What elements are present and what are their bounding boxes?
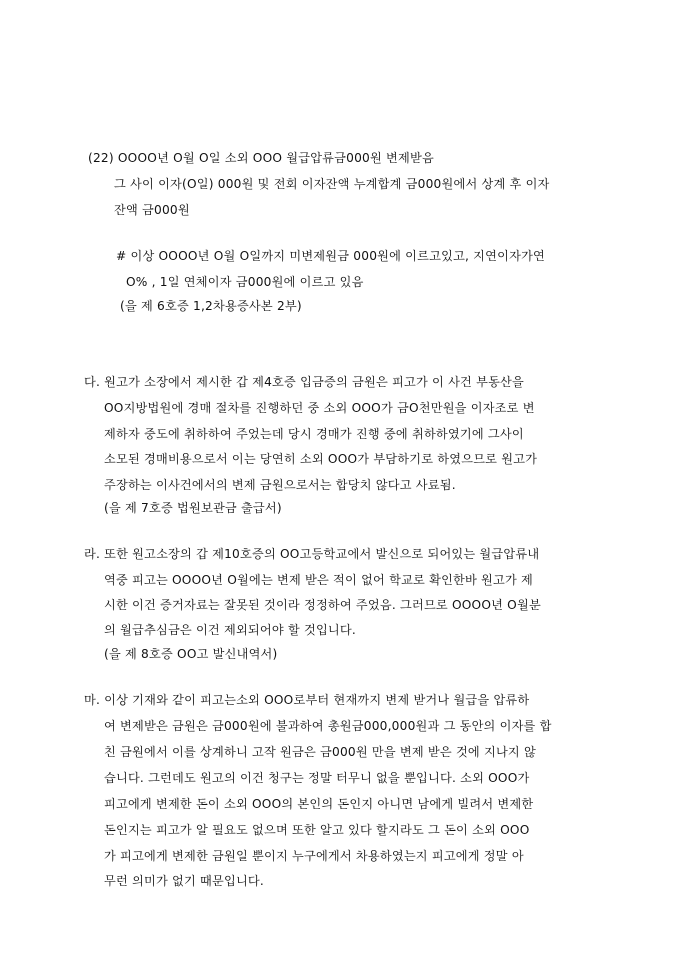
item-22-line-3: 잔액 금000원 xyxy=(114,203,190,217)
section-da-line-3: 제하자 중도에 취하하여 주었는데 당시 경매가 진행 중에 취하하였기에 그사이 xyxy=(104,427,524,441)
section-ra-line-1: 라. 또한 원고소장의 갑 제10호증의 OO고등학교에서 발신으로 되어있는 월급압류내 xyxy=(84,547,540,561)
section-da-line-1: 다. 원고가 소장에서 제시한 갑 제4호증 입금증의 금원은 피고가 이 사건 부동산을 xyxy=(84,375,524,389)
item-22-line-1: (22) OOOO년 O월 O일 소외 OOO 월급압류금000원 변제받음 xyxy=(88,151,434,165)
item-22-line-2: 그 사이 이자(O일) 000원 및 전회 이자잔액 누계합계 금000원에서 상계 후 이자 xyxy=(114,177,550,191)
section-ma-line-2: 여 변제받은 금원은 금000원에 불과하여 총원금000,000원과 그 동안의 이자를 합 xyxy=(104,719,552,733)
section-da-line-4: 소모된 경매비용으로서 이는 당연히 소외 OOO가 부담하기로 하였으므로 원고가 xyxy=(104,452,538,466)
section-ra-evidence: (을 제 8호증 OO고 발신내역서) xyxy=(104,647,278,661)
section-ma-line-8: 무런 의미가 없기 때문입니다. xyxy=(104,874,264,888)
section-ma-line-3: 친 금원에서 이를 상계하니 고작 원금은 금000원 만을 변제 받은 것에 지나지 않 xyxy=(104,745,536,759)
section-ma-line-6: 돈인지는 피고가 알 필요도 없으며 또한 알고 있다 할지라도 그 돈이 소외 OOO xyxy=(104,823,530,837)
section-da-line-2: OO지방법원에 경매 절차를 진행하던 중 소외 OOO가 금O천만원을 이자조로 변 xyxy=(104,401,535,415)
section-ra-line-4: 의 월급추심금은 이건 제외되어야 할 것입니다. xyxy=(104,623,356,637)
section-ma-line-4: 습니다. 그런데도 원고의 이건 청구는 정말 터무니 없을 뿐입니다. 소외 OOO가 xyxy=(104,771,530,785)
section-da-evidence: (을 제 7호증 법원보관금 출급서) xyxy=(104,501,282,515)
summary-line-2: O% , 1일 연체이자 금000원에 이르고 있음 xyxy=(126,275,364,289)
section-da-line-5: 주장하는 이사건에서의 변제 금원으로서는 합당치 않다고 사료됨. xyxy=(104,478,456,492)
summary-line-1: # 이상 OOOO년 O월 O일까지 미변제원금 000원에 이르고있고, 지연이자가연 xyxy=(116,249,546,263)
section-ra-line-2: 역중 피고는 OOOO년 O월에는 변제 받은 적이 없어 학교로 확인한바 원고가 제 xyxy=(104,573,534,587)
section-ra-line-3: 시한 이건 증거자료는 잘못된 것이라 정정하여 주었음. 그러므로 OOOO년 O월분 xyxy=(104,598,541,612)
section-ma-line-7: 가 피고에게 변제한 금원일 뿐이지 누구에게서 차용하였는지 피고에게 정말 아 xyxy=(104,849,524,863)
section-ma-line-1: 마. 이상 기재와 같이 피고는소외 OOO로부터 현재까지 변제 받거나 월급을 압류하 xyxy=(84,693,530,707)
summary-evidence: (을 제 6호증 1,2차용증사본 2부) xyxy=(120,299,302,313)
section-ma-line-5: 피고에게 변제한 돈이 소외 OOO의 본인의 돈인지 아니면 남에게 빌려서 변제한 xyxy=(104,797,534,811)
